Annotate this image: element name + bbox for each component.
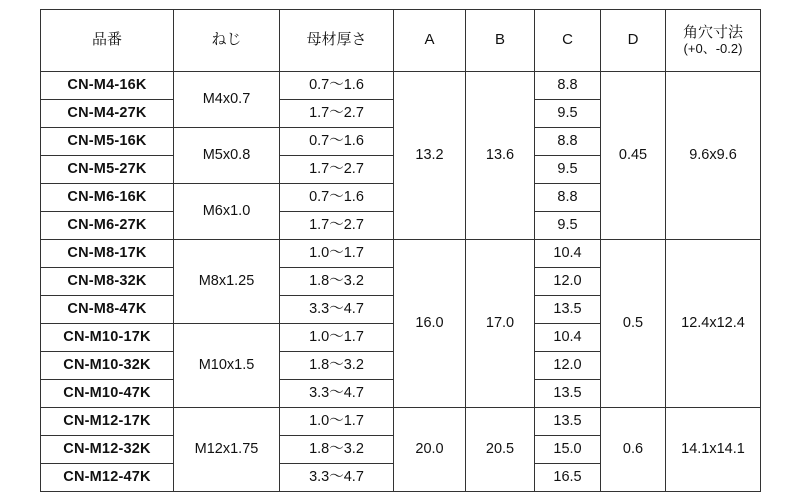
- header-b: B: [466, 10, 535, 72]
- c-cell: 15.0: [535, 436, 601, 464]
- thickness-cell: 1.8～3.2: [280, 352, 394, 380]
- hole-size-cell: 9.6x9.6: [666, 72, 761, 240]
- c-cell: 9.5: [535, 100, 601, 128]
- a-cell: 13.2: [394, 72, 466, 240]
- thickness-cell: 1.7～2.7: [280, 100, 394, 128]
- thickness-cell: 3.3～4.7: [280, 380, 394, 408]
- part-no-cell: CN-M8-47K: [41, 296, 174, 324]
- part-no-cell: CN-M4-16K: [41, 72, 174, 100]
- table-row: [41, 408, 761, 436]
- d-cell: 0.5: [601, 240, 666, 408]
- header-hole-tolerance: (+0、-0.2): [683, 40, 743, 56]
- thickness-cell: 3.3～4.7: [280, 296, 394, 324]
- part-no-cell: CN-M10-47K: [41, 380, 174, 408]
- thread-cell: M12x1.75: [174, 408, 280, 492]
- thickness-cell: 3.3～4.7: [280, 464, 394, 492]
- header-hole-title: 角穴寸法: [682, 24, 743, 42]
- c-cell: 10.4: [535, 240, 601, 268]
- thickness-cell: 1.0～1.7: [280, 240, 394, 268]
- spec-table: [40, 9, 761, 492]
- c-cell: 10.4: [535, 324, 601, 352]
- thickness-cell: 0.7～1.6: [280, 184, 394, 212]
- c-cell: 13.5: [535, 408, 601, 436]
- thread-cell: M10x1.5: [174, 324, 280, 408]
- header-c: C: [535, 10, 601, 72]
- part-no-cell: CN-M5-16K: [41, 128, 174, 156]
- thread-cell: M4x0.7: [174, 72, 280, 128]
- c-cell: 13.5: [535, 296, 601, 324]
- header-row: [41, 10, 761, 72]
- d-cell: 0.6: [601, 408, 666, 492]
- header-part-no: 品番: [41, 10, 174, 72]
- thickness-cell: 0.7～1.6: [280, 72, 394, 100]
- c-cell: 8.8: [535, 184, 601, 212]
- a-cell: 16.0: [394, 240, 466, 408]
- part-no-cell: CN-M4-27K: [41, 100, 174, 128]
- thickness-cell: 1.0～1.7: [280, 408, 394, 436]
- thickness-cell: 1.8～3.2: [280, 268, 394, 296]
- b-cell: 17.0: [466, 240, 535, 408]
- part-no-cell: CN-M5-27K: [41, 156, 174, 184]
- part-no-cell: CN-M8-32K: [41, 268, 174, 296]
- part-no-cell: CN-M12-17K: [41, 408, 174, 436]
- c-cell: 12.0: [535, 352, 601, 380]
- part-no-cell: CN-M12-32K: [41, 436, 174, 464]
- c-cell: 9.5: [535, 156, 601, 184]
- c-cell: 8.8: [535, 128, 601, 156]
- part-no-cell: CN-M6-16K: [41, 184, 174, 212]
- hole-size-cell: 14.1x14.1: [666, 408, 761, 492]
- part-no-cell: CN-M10-17K: [41, 324, 174, 352]
- table-row: [41, 72, 761, 100]
- b-cell: 13.6: [466, 72, 535, 240]
- b-cell: 20.5: [466, 408, 535, 492]
- c-cell: 13.5: [535, 380, 601, 408]
- thread-cell: M5x0.8: [174, 128, 280, 184]
- thread-cell: M8x1.25: [174, 240, 280, 324]
- part-no-cell: CN-M6-27K: [41, 212, 174, 240]
- table-row: [41, 240, 761, 268]
- part-no-cell: CN-M10-32K: [41, 352, 174, 380]
- c-cell: 8.8: [535, 72, 601, 100]
- d-cell: 0.45: [601, 72, 666, 240]
- thickness-cell: 1.8～3.2: [280, 436, 394, 464]
- c-cell: 16.5: [535, 464, 601, 492]
- header-a: A: [394, 10, 466, 72]
- thickness-cell: 1.0～1.7: [280, 324, 394, 352]
- part-no-cell: CN-M12-47K: [41, 464, 174, 492]
- header-hole-size: [666, 10, 761, 72]
- header-thread: ねじ: [174, 10, 280, 72]
- c-cell: 12.0: [535, 268, 601, 296]
- header-d: D: [601, 10, 666, 72]
- hole-size-cell: 12.4x12.4: [666, 240, 761, 408]
- c-cell: 9.5: [535, 212, 601, 240]
- part-no-cell: CN-M8-17K: [41, 240, 174, 268]
- header-thickness: 母材厚さ: [280, 10, 394, 72]
- thickness-cell: 1.7～2.7: [280, 156, 394, 184]
- a-cell: 20.0: [394, 408, 466, 492]
- thickness-cell: 0.7～1.6: [280, 128, 394, 156]
- thread-cell: M6x1.0: [174, 184, 280, 240]
- thickness-cell: 1.7～2.7: [280, 212, 394, 240]
